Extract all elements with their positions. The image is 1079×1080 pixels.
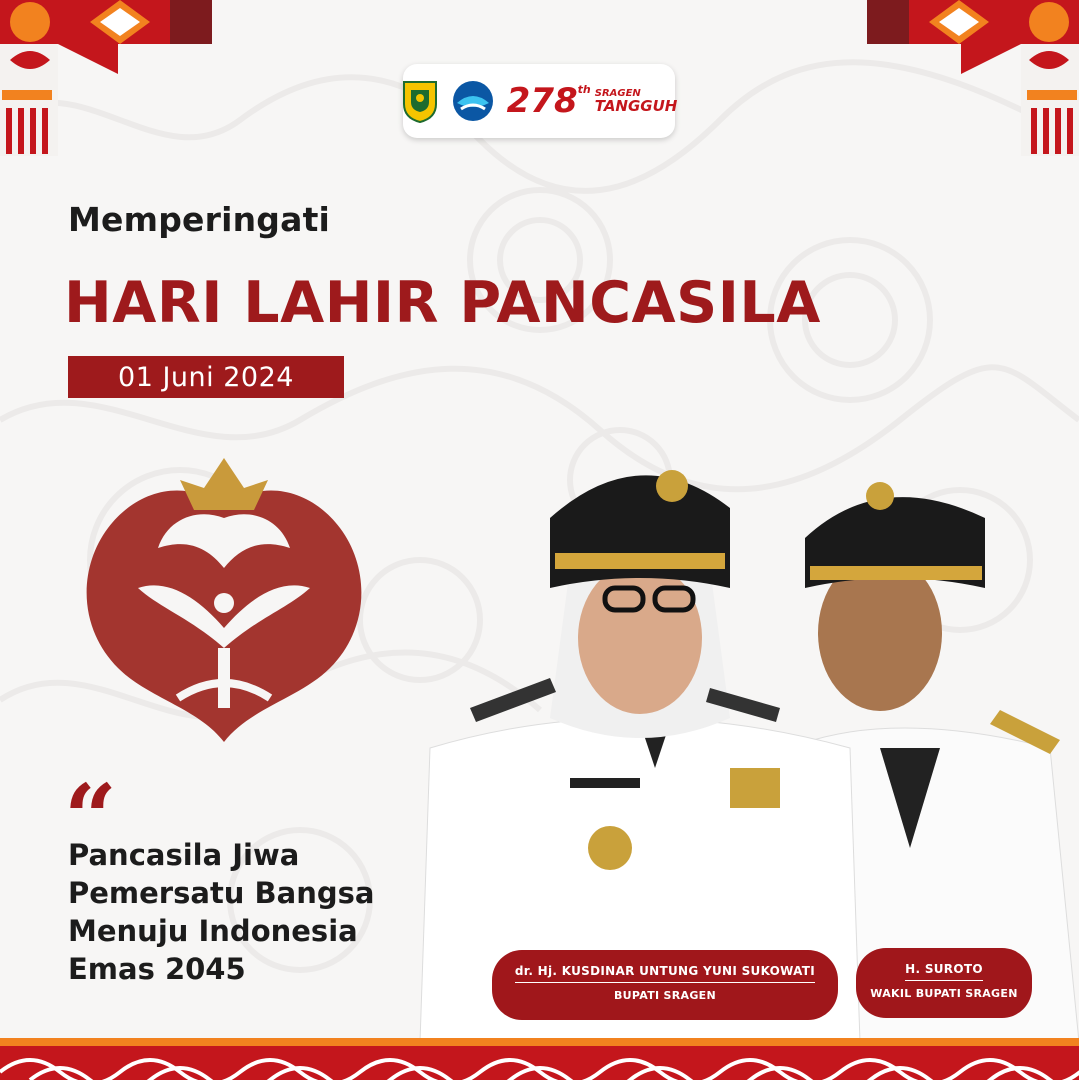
bottom-batik-band xyxy=(0,1046,1079,1080)
official-nameplate-bupati xyxy=(492,950,838,1020)
quote-line: Menuju Indonesia xyxy=(68,914,358,948)
pancasila-garuda-tree-icon xyxy=(78,448,370,742)
bottom-accent-stripe xyxy=(0,1038,1079,1046)
intro-text: Memperingati xyxy=(68,200,331,239)
official-role: BUPATI SRAGEN xyxy=(613,989,716,1002)
kominfo-logo-icon xyxy=(451,79,495,123)
quote-line: Emas 2045 xyxy=(68,952,246,986)
page-title: HARI LAHIR PANCASILA xyxy=(64,270,821,336)
corner-ornament-left xyxy=(0,0,212,156)
anniversary-line1: SRAGEN xyxy=(594,87,641,99)
official-nameplate-wakil-bupati xyxy=(856,948,1032,1018)
quote-line: Pemersatu Bangsa xyxy=(68,876,375,910)
official-name: H. SUROTO xyxy=(905,962,983,981)
corner-ornament-right xyxy=(867,0,1079,156)
anniversary-number: 278th xyxy=(506,81,591,121)
logo-bar xyxy=(403,64,678,138)
date-badge: 01 Juni 2024 xyxy=(68,356,344,398)
sragen-crest-icon xyxy=(401,78,439,124)
anniversary-line2: TANGGUH xyxy=(594,96,678,115)
official-name: dr. Hj. KUSDINAR UNTUNG YUNI SUKOWATI xyxy=(515,964,815,983)
quote-line: Pancasila Jiwa xyxy=(68,838,300,872)
quote-text xyxy=(68,836,388,988)
anniversary-logo xyxy=(506,81,678,121)
quote-mark-icon: “ xyxy=(64,764,117,872)
official-role: WAKIL BUPATI SRAGEN xyxy=(870,987,1018,1000)
